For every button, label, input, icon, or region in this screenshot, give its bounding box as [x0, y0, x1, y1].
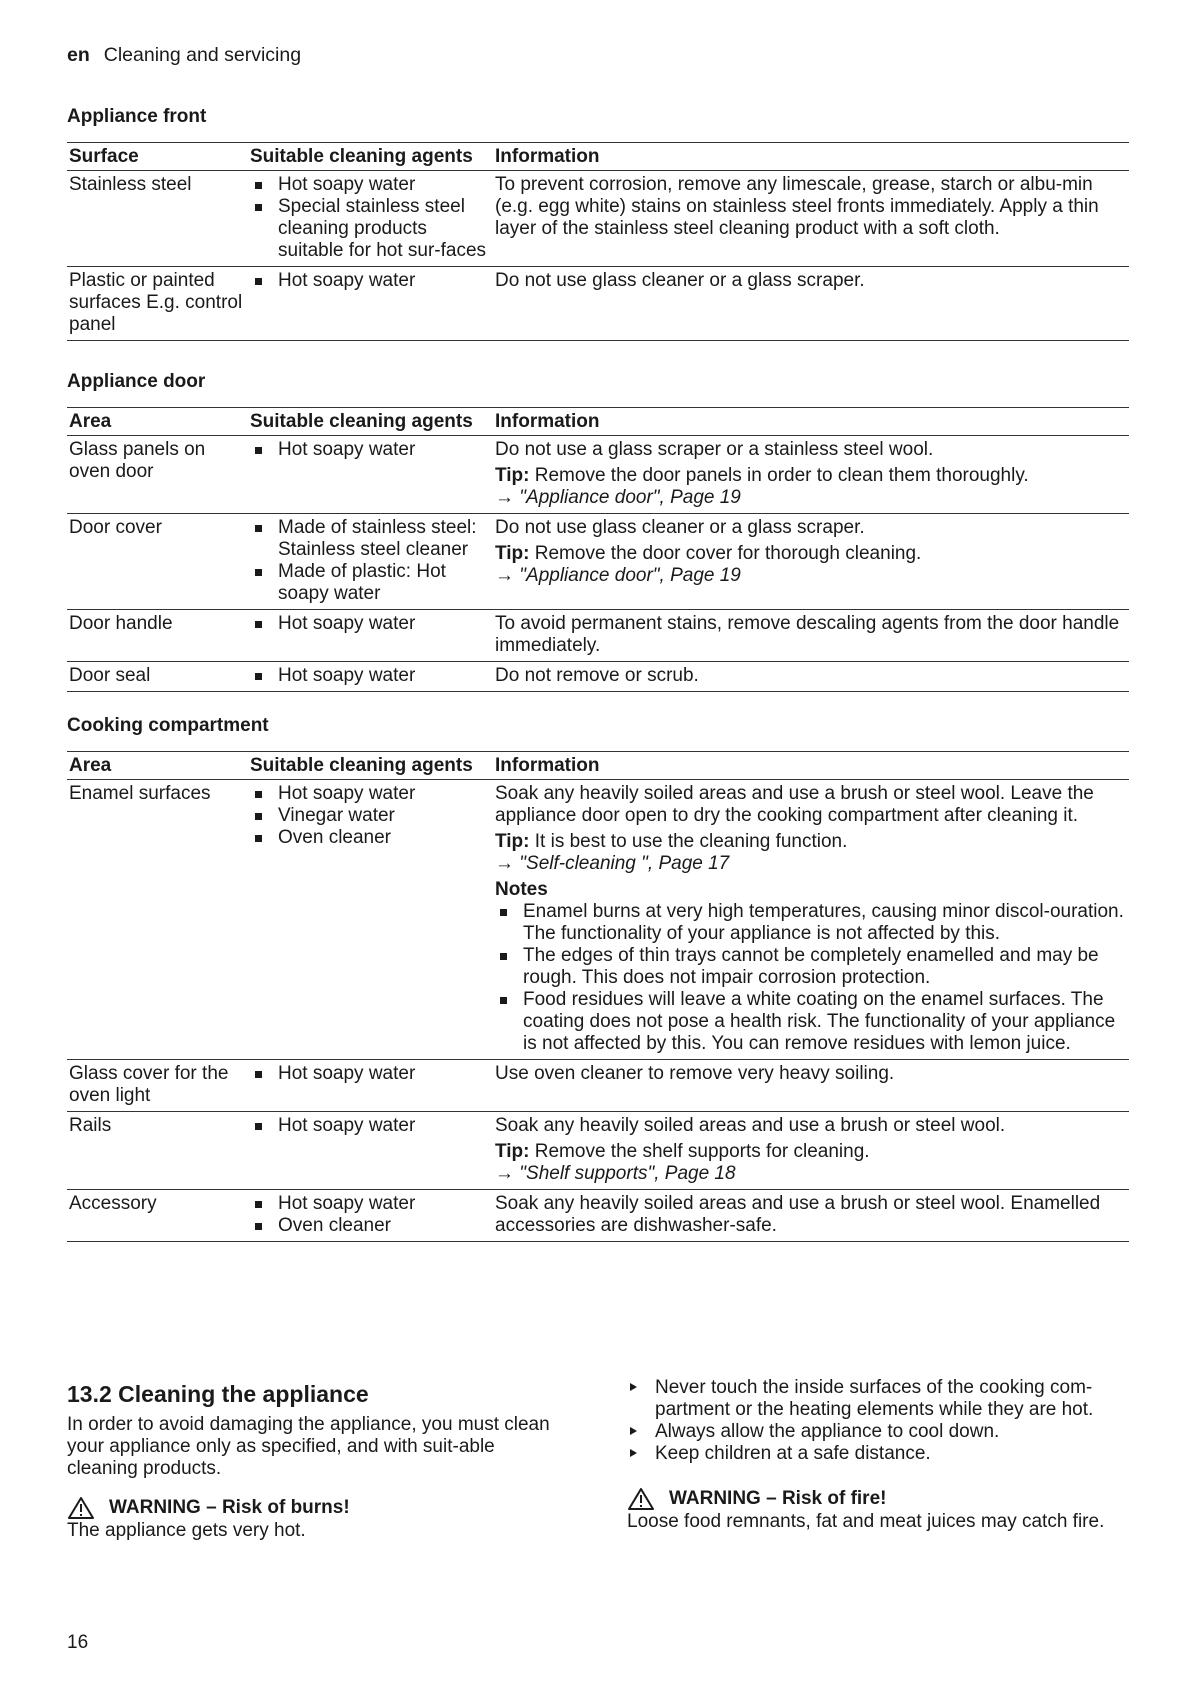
- agent-item: Hot soapy water: [250, 665, 491, 687]
- note-item: Enamel burns at very high temperatures, causing minor discol-ouration. The functionality of your appliance is not affected by this.: [495, 901, 1127, 945]
- intro-text: In order to avoid damaging the appliance, you must clean your appliance only as specified, and with suit-able cleaning products.: [67, 1414, 550, 1479]
- info-cell: [493, 1112, 1129, 1190]
- appliance-door-table: [67, 407, 1129, 692]
- running-head: [67, 44, 301, 66]
- area-cell: Enamel surfaces: [67, 780, 248, 1060]
- agent-item: Made of stainless steel: Stainless steel cleaner: [250, 517, 491, 561]
- appliance-front-section: [67, 106, 1129, 341]
- info-cell: [493, 514, 1129, 610]
- tip-label: Tip:: [495, 831, 530, 852]
- page-number: 16: [67, 1632, 89, 1653]
- agents-cell: [248, 1112, 493, 1190]
- agent-item: Hot soapy water: [250, 783, 491, 805]
- agent-item: Hot soapy water: [250, 1063, 491, 1085]
- cleaning-right-column: [627, 1377, 1129, 1533]
- tip-text: It is best to use the cleaning function.: [534, 831, 848, 852]
- tip-text: Remove the shelf supports for cleaning.: [534, 1141, 870, 1162]
- info-text: Soak any heavily soiled areas and use a brush or steel wool. Leave the appliance door open to dry the cooking compartment after cleaning it.: [495, 783, 1094, 826]
- tip-text: Remove the door panels in order to clean them thoroughly.: [534, 465, 1029, 486]
- area-cell: Door cover: [67, 514, 248, 610]
- tip-text: Remove the door cover for thorough cleaning.: [534, 543, 922, 564]
- instruction-item: Always allow the appliance to cool down.: [627, 1421, 1129, 1443]
- table-header-row: [67, 752, 1129, 780]
- table-row: [67, 1060, 1129, 1112]
- appliance-door-section: [67, 371, 1129, 692]
- area-cell: Stainless steel: [67, 171, 248, 267]
- area-cell: Rails: [67, 1112, 248, 1190]
- warning-title: WARNING – Risk of burns!: [109, 1497, 350, 1518]
- page-reference-link[interactable]: → "Appliance door", Page 19: [495, 487, 741, 508]
- agent-item: Hot soapy water: [250, 439, 491, 461]
- column-header: Suitable cleaning agents: [248, 408, 493, 436]
- section-heading: 13.2 Cleaning the appliance: [67, 1381, 369, 1407]
- agent-item: Oven cleaner: [250, 1215, 491, 1237]
- info-text: Soak any heavily soiled areas and use a brush or steel wool.: [495, 1115, 1006, 1136]
- tip-label: Tip:: [495, 543, 530, 564]
- tip: [495, 1141, 1127, 1185]
- area-cell: Accessory: [67, 1190, 248, 1242]
- table-row: [67, 514, 1129, 610]
- table-row: [67, 610, 1129, 662]
- note-item: The edges of thin trays cannot be completely enamelled and may be rough. This does not impair corrosion protection.: [495, 945, 1127, 989]
- agents-cell: [248, 1190, 493, 1242]
- tip: [495, 831, 1127, 875]
- table-row: [67, 436, 1129, 514]
- cooking-compartment-section: [67, 715, 1129, 1242]
- info-text: Do not use glass cleaner or a glass scraper.: [495, 517, 865, 538]
- page-reference-link[interactable]: → "Appliance door", Page 19: [495, 565, 741, 586]
- agent-item: Hot soapy water: [250, 1193, 491, 1215]
- area-cell: Door seal: [67, 662, 248, 692]
- info-cell: To avoid permanent stains, remove descaling agents from the door handle immediately.: [493, 610, 1129, 662]
- agents-cell: [248, 1060, 493, 1112]
- instruction-item: Never touch the inside surfaces of the cooking com-partment or the heating elements while they are hot.: [627, 1377, 1129, 1421]
- warning-fire: [627, 1487, 1129, 1511]
- instruction-item: Keep children at a safe distance.: [627, 1443, 1129, 1465]
- notes-list: [495, 901, 1127, 1055]
- warning-burns: [67, 1496, 567, 1520]
- info-cell: Do not use glass cleaner or a glass scraper.: [493, 267, 1129, 341]
- table-row: [67, 267, 1129, 341]
- table-row: [67, 171, 1129, 267]
- warning-title: WARNING – Risk of fire!: [669, 1488, 887, 1509]
- instruction-list: [627, 1377, 1129, 1465]
- page-reference-link[interactable]: → "Shelf supports", Page 18: [495, 1163, 736, 1184]
- note-item: Food residues will leave a white coating on the enamel surfaces. The coating does not pose a health risk. The functionality of your appliance is not affected by this. You can remove residues with lemon juice.: [495, 989, 1127, 1055]
- warning-text: Loose food remnants, fat and meat juices may catch fire.: [627, 1511, 1105, 1532]
- area-cell: Glass panels on oven door: [67, 436, 248, 514]
- info-cell: Do not remove or scrub.: [493, 662, 1129, 692]
- cleaning-left-column: [67, 1380, 567, 1542]
- area-cell: Glass cover for the oven light: [67, 1060, 248, 1112]
- tip-label: Tip:: [495, 465, 530, 486]
- agent-item: Hot soapy water: [250, 1115, 491, 1137]
- info-cell: [493, 436, 1129, 514]
- warning-triangle-icon: [627, 1487, 655, 1511]
- tip-label: Tip:: [495, 1141, 530, 1162]
- info-cell: To prevent corrosion, remove any limescale, grease, starch or albu-min (e.g. egg white) stains on stainless steel fronts immediately. Apply a thin layer of the stainless steel cleaning product with a soft cloth.: [493, 171, 1129, 267]
- notes-heading: Notes: [495, 879, 548, 900]
- table-row: [67, 1190, 1129, 1242]
- column-header: Area: [67, 408, 248, 436]
- tip: [495, 543, 1127, 587]
- agent-item: Oven cleaner: [250, 827, 491, 849]
- agents-cell: [248, 267, 493, 341]
- agents-cell: [248, 610, 493, 662]
- column-header: Information: [493, 408, 1129, 436]
- warning-triangle-icon: [67, 1496, 95, 1520]
- column-header: Suitable cleaning agents: [248, 752, 493, 780]
- info-cell: Use oven cleaner to remove very heavy soiling.: [493, 1060, 1129, 1112]
- table-row: [67, 1112, 1129, 1190]
- agents-cell: [248, 662, 493, 692]
- agents-cell: [248, 780, 493, 1060]
- column-header: Information: [493, 143, 1129, 171]
- area-cell: Door handle: [67, 610, 248, 662]
- section-title: Appliance front: [67, 106, 207, 127]
- chapter-title: Cleaning and servicing: [103, 44, 302, 66]
- info-cell: Soak any heavily soiled areas and use a brush or steel wool. Enamelled accessories are dishwasher-safe.: [493, 1190, 1129, 1242]
- agent-item: Hot soapy water: [250, 270, 491, 292]
- table-row: [67, 780, 1129, 1060]
- page-reference-link[interactable]: → "Self-cleaning ", Page 17: [495, 853, 730, 874]
- appliance-front-table: [67, 142, 1129, 341]
- table-header-row: [67, 408, 1129, 436]
- column-header: Surface: [67, 143, 248, 171]
- column-header: Information: [493, 752, 1129, 780]
- table-row: [67, 662, 1129, 692]
- agents-cell: [248, 514, 493, 610]
- column-header: Area: [67, 752, 248, 780]
- agents-cell: [248, 171, 493, 267]
- cooking-compartment-table: [67, 751, 1129, 1242]
- area-cell: Plastic or painted surfaces E.g. control panel: [67, 267, 248, 341]
- agent-item: Made of plastic: Hot soapy water: [250, 561, 491, 605]
- section-title: Cooking compartment: [67, 715, 269, 736]
- agent-item: Special stainless steel cleaning products suitable for hot sur-faces: [250, 196, 491, 262]
- section-title: Appliance door: [67, 371, 206, 392]
- table-header-row: [67, 143, 1129, 171]
- column-header: Suitable cleaning agents: [248, 143, 493, 171]
- agent-item: Vinegar water: [250, 805, 491, 827]
- warning-text: The appliance gets very hot.: [67, 1520, 306, 1541]
- tip: [495, 465, 1127, 509]
- info-cell: [493, 780, 1129, 1060]
- agent-item: Hot soapy water: [250, 613, 491, 635]
- agents-cell: [248, 436, 493, 514]
- info-text: Do not use a glass scraper or a stainless steel wool.: [495, 439, 934, 460]
- language-code: en: [67, 44, 90, 66]
- agent-item: Hot soapy water: [250, 174, 491, 196]
